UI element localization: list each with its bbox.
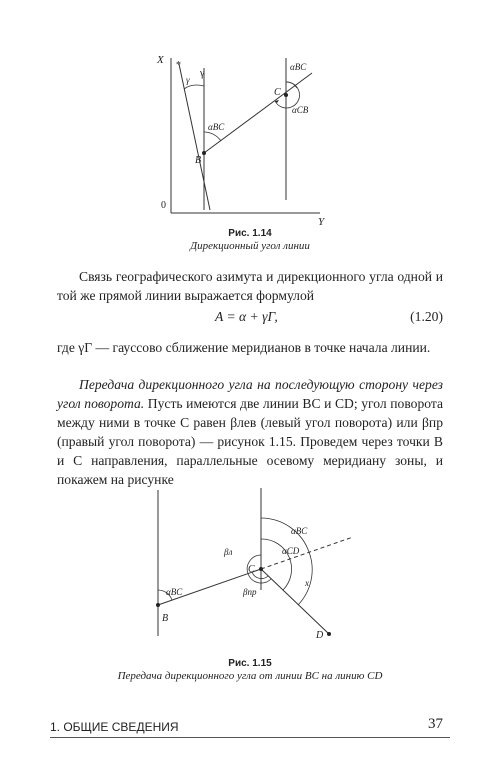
figure-1-14-number: Рис. 1.14 (228, 228, 272, 239)
point-d (327, 632, 331, 636)
point-d-label: D (316, 630, 324, 641)
point-c2-label: C (248, 564, 255, 575)
line-cd (261, 569, 329, 634)
point-b2-label: B (162, 613, 169, 624)
gamma-label: γ (186, 75, 190, 85)
paragraph-transfer-body: Пусть имеются две линии BC и CD; угол поворота между ними в точке C равен βлев (левый угол поворота) или βпр (правый угол поворота) — рисунок 1.15. Проведем через точки B и C направления, параллельные осевому меридиану зоны, и покажем на рисунке (57, 396, 443, 487)
beta-left-label: βл (224, 547, 233, 557)
y-axis-label: Y (318, 216, 325, 228)
alpha-bc-label-b: αBC (208, 122, 225, 132)
point-c-label: C (274, 87, 281, 98)
alpha-cb-label: αCB (292, 105, 309, 115)
figure-1-14-caption: Дирекционный угол линии (190, 240, 310, 252)
beta-right-label: βпр (243, 587, 257, 597)
meridian-gamma-label: γ (200, 68, 205, 79)
figure-1-15-caption: Передача дирекционного угла от линии BC на линию CD (117, 670, 383, 682)
x-angle-label: x (305, 578, 309, 588)
point-b-label: B (195, 155, 202, 166)
paragraph-transfer-heading: Передача дирекционного угла на последующую сторону через угол поворота. (57, 377, 443, 411)
star-symbol: * (176, 60, 181, 71)
figure-1-14 (0, 0, 500, 230)
point-c-2 (259, 567, 263, 571)
x-axis-label: X (157, 54, 164, 66)
formula-number: (1.20) (410, 309, 443, 324)
origin-label: 0 (161, 200, 166, 211)
footer-rule (50, 737, 450, 738)
alpha-bc-label-b2: αBC (166, 587, 183, 597)
figure-1-15 (0, 488, 500, 663)
gamma-arc (184, 85, 204, 89)
geographic-meridian (179, 64, 210, 210)
alpha-bc-arc-b (204, 132, 221, 141)
paragraph-intro: Связь географического азимута и дирекционного угла одной и той же прямой линии выражается формулой (57, 269, 443, 303)
point-b-2 (156, 603, 160, 607)
figure-1-15-number: Рис. 1.15 (228, 658, 272, 669)
paragraph-transfer (57, 375, 443, 489)
alpha-bc-label-c: αBC (290, 62, 307, 72)
alpha-cd-label: αCD (282, 546, 300, 556)
paragraph-gamma-definition: где γГ — гауссово сближение меридианов в точке начала линии. (57, 340, 431, 355)
point-b (202, 151, 206, 155)
alpha-bc-label-c2: αBC (291, 526, 308, 536)
formula-1-20 (57, 309, 443, 329)
page-number: 37 (428, 716, 443, 732)
formula-expression: A = α + γГ, (215, 309, 278, 324)
chapter-footer: 1. ОБЩИЕ СВЕДЕНИЯ (50, 720, 179, 734)
point-c (284, 93, 288, 97)
